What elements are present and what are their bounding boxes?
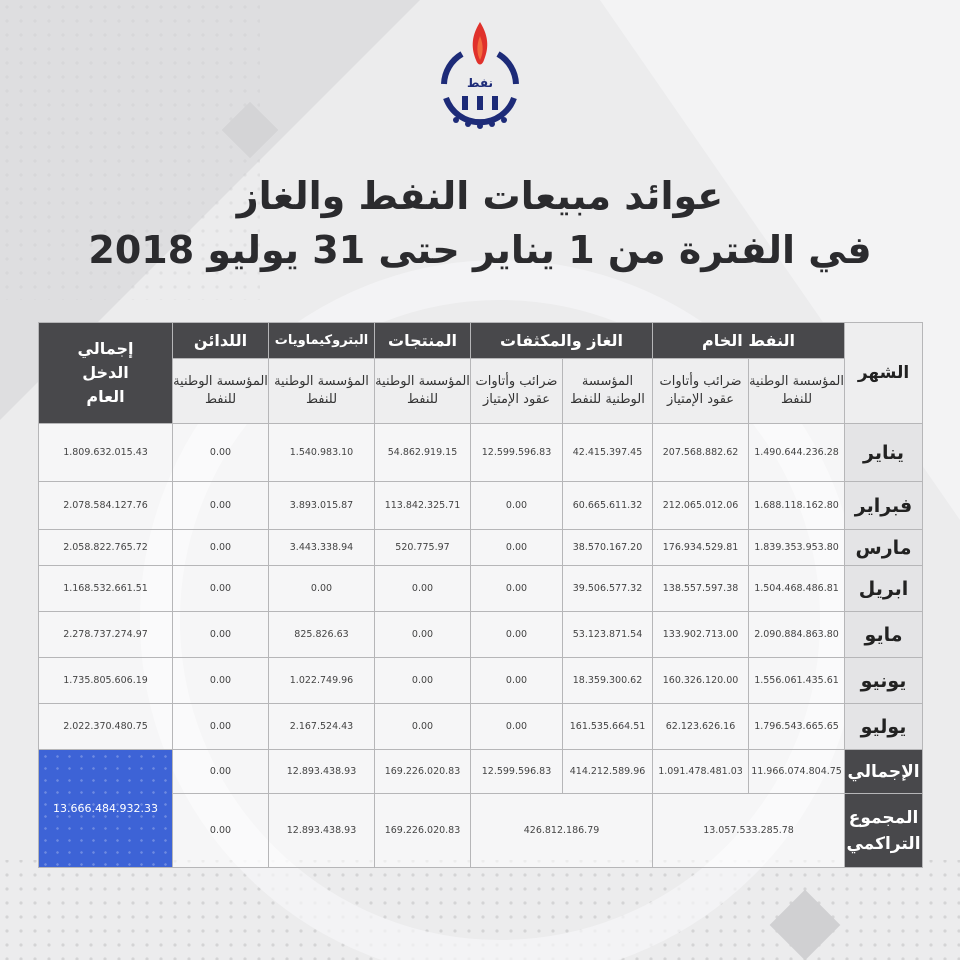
cell-gas-tax: 0.00 xyxy=(471,566,563,612)
cell-petrochem: 0.00 xyxy=(269,566,375,612)
cell-total: 1.168.532.661.51 xyxy=(39,566,173,612)
cell-month: يناير xyxy=(845,424,923,482)
cumulative-creditors: 0.00 xyxy=(173,794,269,868)
table-row xyxy=(39,612,923,658)
cell-total: 2.278.737.274.97 xyxy=(39,612,173,658)
cell-petrochem: 2.167.524.43 xyxy=(269,704,375,750)
header-petrochem: البتروكيماويات xyxy=(269,323,375,359)
title-line-1: عوائد مبيعات النفط والغاز xyxy=(236,174,724,218)
cell-gas-noc: 38.570.167.20 xyxy=(563,530,653,566)
cell-gas-tax: 0.00 xyxy=(471,658,563,704)
table-row xyxy=(39,704,923,750)
cell-products: 520.775.97 xyxy=(375,530,471,566)
total-crude-noc: 11.966.074.804.75 xyxy=(749,750,845,794)
table-row xyxy=(39,482,923,530)
revenue-table xyxy=(38,322,923,868)
cell-month: مايو xyxy=(845,612,923,658)
cumulative-label xyxy=(845,794,923,868)
sub-gas-noc: المؤسسة الوطنية للنفط xyxy=(563,359,653,424)
cell-products: 113.842.325.71 xyxy=(375,482,471,530)
cell-month: يوليو xyxy=(845,704,923,750)
cell-crude-tax: 207.568.882.62 xyxy=(653,424,749,482)
cell-gas-tax: 0.00 xyxy=(471,482,563,530)
cell-creditors: 0.00 xyxy=(173,658,269,704)
header-gas: الغاز والمكثفات xyxy=(471,323,653,359)
header-creditors: اللدائن xyxy=(173,323,269,359)
cumulative-petrochem: 12.893.438.93 xyxy=(269,794,375,868)
cell-products: 54.862.919.15 xyxy=(375,424,471,482)
cell-crude-noc: 1.839.353.953.80 xyxy=(749,530,845,566)
cell-crude-tax: 176.934.529.81 xyxy=(653,530,749,566)
cell-products: 0.00 xyxy=(375,704,471,750)
cell-creditors: 0.00 xyxy=(173,566,269,612)
logo-text: نفط xyxy=(467,76,493,90)
total-gas-tax: 12.599.596.83 xyxy=(471,750,563,794)
table-row xyxy=(39,530,923,566)
cumulative-label-line2: التراكمي xyxy=(846,833,921,854)
header-crude: النفط الخام xyxy=(653,323,845,359)
cell-total: 2.058.822.765.72 xyxy=(39,530,173,566)
total-creditors: 0.00 xyxy=(173,750,269,794)
cell-total: 1.735.805.606.19 xyxy=(39,658,173,704)
cell-gas-tax: 0.00 xyxy=(471,612,563,658)
cell-gas-tax: 0.00 xyxy=(471,704,563,750)
header-total-income: إجمالي الدخل العام xyxy=(39,323,173,424)
total-petrochem: 12.893.438.93 xyxy=(269,750,375,794)
noc-logo xyxy=(432,14,528,134)
cell-petrochem: 3.443.338.94 xyxy=(269,530,375,566)
cell-creditors: 0.00 xyxy=(173,530,269,566)
cell-products: 0.00 xyxy=(375,612,471,658)
cell-month: مارس xyxy=(845,530,923,566)
cumulative-gas: 426.812.186.79 xyxy=(471,794,653,868)
cell-month: ابريل xyxy=(845,566,923,612)
cell-products: 0.00 xyxy=(375,566,471,612)
cell-gas-tax: 12.599.596.83 xyxy=(471,424,563,482)
cell-gas-noc: 60.665.611.32 xyxy=(563,482,653,530)
cell-crude-noc: 1.688.118.162.80 xyxy=(749,482,845,530)
table-row xyxy=(39,658,923,704)
totals-row xyxy=(39,750,923,794)
cell-gas-tax: 0.00 xyxy=(471,530,563,566)
cell-gas-noc: 42.415.397.45 xyxy=(563,424,653,482)
cell-gas-noc: 53.123.871.54 xyxy=(563,612,653,658)
cell-total: 1.809.632.015.43 xyxy=(39,424,173,482)
cell-crude-noc: 2.090.884.863.80 xyxy=(749,612,845,658)
cell-crude-tax: 212.065.012.06 xyxy=(653,482,749,530)
title-line-2: في الفترة من 1 يناير حتى 31 يوليو 2018 xyxy=(88,228,872,272)
total-products: 169.226.020.83 xyxy=(375,750,471,794)
cell-crude-noc: 1.556.061.435.61 xyxy=(749,658,845,704)
sub-petrochem-noc: المؤسسة الوطنية للنفط xyxy=(269,359,375,424)
cell-crude-noc: 1.504.468.486.81 xyxy=(749,566,845,612)
cell-month: يونيو xyxy=(845,658,923,704)
total-gas-noc: 414.212.589.96 xyxy=(563,750,653,794)
cumulative-products: 169.226.020.83 xyxy=(375,794,471,868)
cell-petrochem: 825.826.63 xyxy=(269,612,375,658)
cell-total: 2.022.370.480.75 xyxy=(39,704,173,750)
total-crude-tax: 1.091.478.481.03 xyxy=(653,750,749,794)
cell-crude-noc: 1.490.644.236.28 xyxy=(749,424,845,482)
cell-petrochem: 3.893.015.87 xyxy=(269,482,375,530)
cell-products: 0.00 xyxy=(375,658,471,704)
cell-crude-tax: 138.557.597.38 xyxy=(653,566,749,612)
cell-creditors: 0.00 xyxy=(173,704,269,750)
cell-crude-noc: 1.796.543.665.65 xyxy=(749,704,845,750)
cell-creditors: 0.00 xyxy=(173,424,269,482)
header-month: الشهر xyxy=(845,323,923,424)
cell-crude-tax: 62.123.626.16 xyxy=(653,704,749,750)
cell-creditors: 0.00 xyxy=(173,482,269,530)
table-row xyxy=(39,566,923,612)
cell-petrochem: 1.022.749.96 xyxy=(269,658,375,704)
sub-products-noc: المؤسسة الوطنية للنفط xyxy=(375,359,471,424)
sub-gas-tax: ضرائب وأتاوات عقود الإمتياز xyxy=(471,359,563,424)
cell-gas-noc: 161.535.664.51 xyxy=(563,704,653,750)
sub-crude-tax: ضرائب وأتاوات عقود الإمتياز xyxy=(653,359,749,424)
sub-creditors-noc: المؤسسة الوطنية للنفط xyxy=(173,359,269,424)
cell-total: 2.078.584.127.76 xyxy=(39,482,173,530)
cumulative-label-line1: المجموع xyxy=(848,807,919,828)
header-products: المنتجات xyxy=(375,323,471,359)
totals-label: الإجمالي xyxy=(845,750,923,794)
cell-crude-tax: 160.326.120.00 xyxy=(653,658,749,704)
cell-gas-noc: 18.359.300.62 xyxy=(563,658,653,704)
cumulative-crude: 13.057.533.285.78 xyxy=(653,794,845,868)
cell-month: فبراير xyxy=(845,482,923,530)
cell-gas-noc: 39.506.577.32 xyxy=(563,566,653,612)
cell-petrochem: 1.540.983.10 xyxy=(269,424,375,482)
cell-crude-tax: 133.902.713.00 xyxy=(653,612,749,658)
sub-crude-noc: المؤسسة الوطنية للنفط xyxy=(749,359,845,424)
grand-total-cell: 13.666.484.932.33 xyxy=(39,750,173,868)
cell-creditors: 0.00 xyxy=(173,612,269,658)
table-row xyxy=(39,424,923,482)
